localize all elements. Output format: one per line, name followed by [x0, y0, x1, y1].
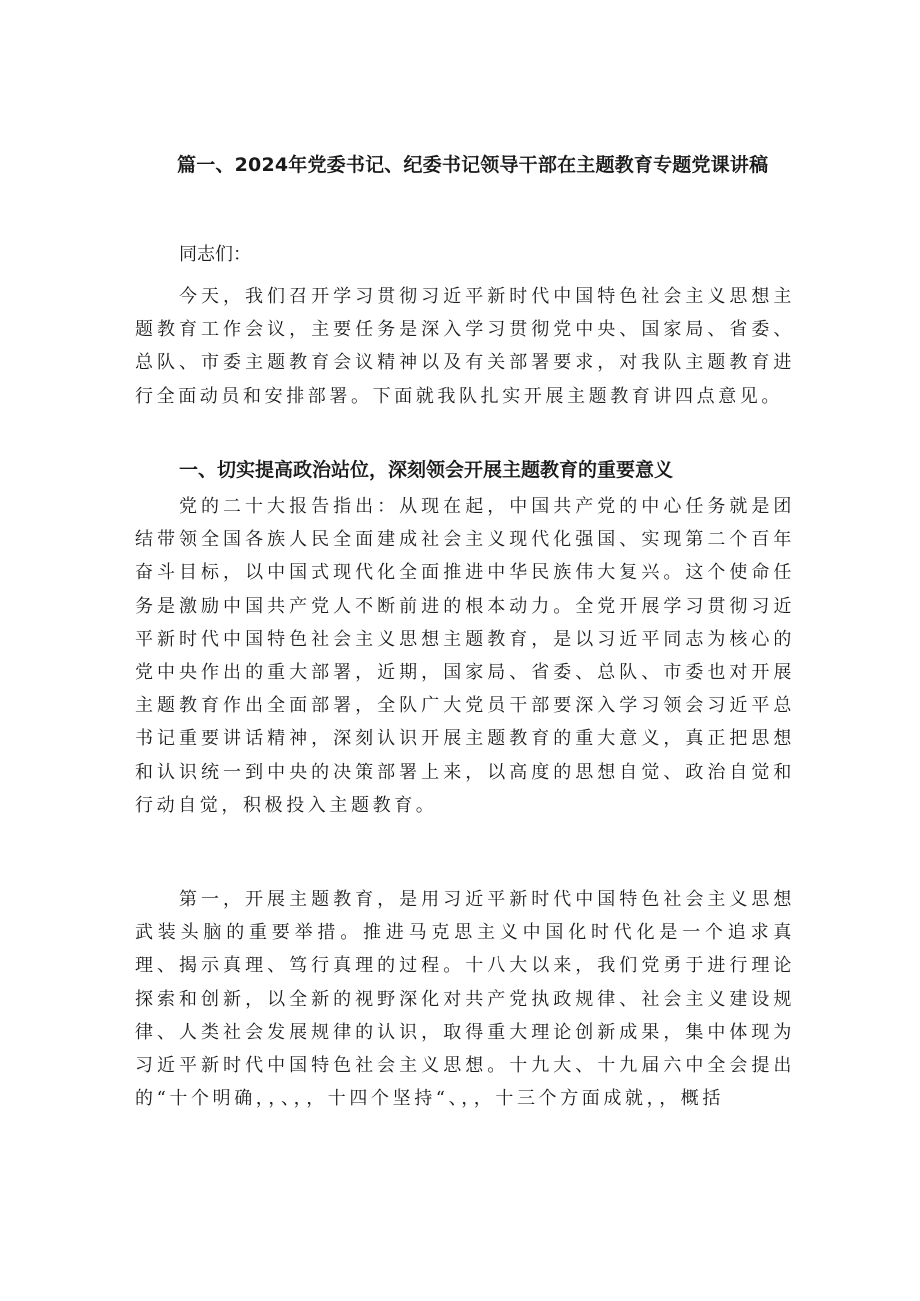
paragraph-section-1: 党的二十大报告指出：从现在起，中国共产党的中心任务就是团结带领全国各族人民全面建成社会主义现代化强国、实现第二个百年奋斗目标，以中国式现代化全面推进中华民族伟大复兴。这个使命任务是激励中国共产党人不断前进的根本动力。全党开展学习贯彻习近平新时代中国特色社会主义思想主题教育，是以习近平同志为核心的党中央作出的重大部署，近期，国家局、省委、总队、市委也对开展主题教育作出全面部署，全队广大党员干部要深入学习领会习近平总书记重要讲话精神，深刻认识开展主题教育的重大意义，真正把思想和认识统一到中央的决策部署上来，以高度的思想自觉、政治自觉和行动自觉，积极投入主题教育。 [135, 496, 795, 816]
document-title: 篇一、2024年党委书记、纪委书记领导干部在主题教育专题党课讲稿 [177, 154, 769, 176]
paragraph-intro: 今天，我们召开学习贯彻习近平新时代中国特色社会主义思想主题教育工作会议，主要任务是深入学习贯彻党中央、国家局、省委、总队、市委主题教育会议精神以及有关部署要求，对我队主题教育进行全面动员和安排部署。下面就我队扎实开展主题教育讲四点意见。 [135, 286, 795, 407]
salutation: 同志们： [179, 244, 251, 265]
paragraph-point-1: 第一，开展主题教育，是用习近平新时代中国特色社会主义思想武装头脑的重要举措。推进马克思主义中国化时代化是一个追求真理、揭示真理、笃行真理的过程。十八大以来，我们党勇于进行理论探索和创新，以全新的视野深化对共产党执政规律、社会主义建设规律、人类社会发展规律的认识，取得重大理论创新成果，集中体现为习近平新时代中国特色社会主义思想。十九大、十九届六中全会提出的“十个明确，，、，，十四个坚持“、，，十三个方面成就，，概括 [135, 889, 795, 1110]
section-heading-1: 一、切实提高政治站位，深刻领会开展主题教育的重要意义 [179, 459, 674, 481]
